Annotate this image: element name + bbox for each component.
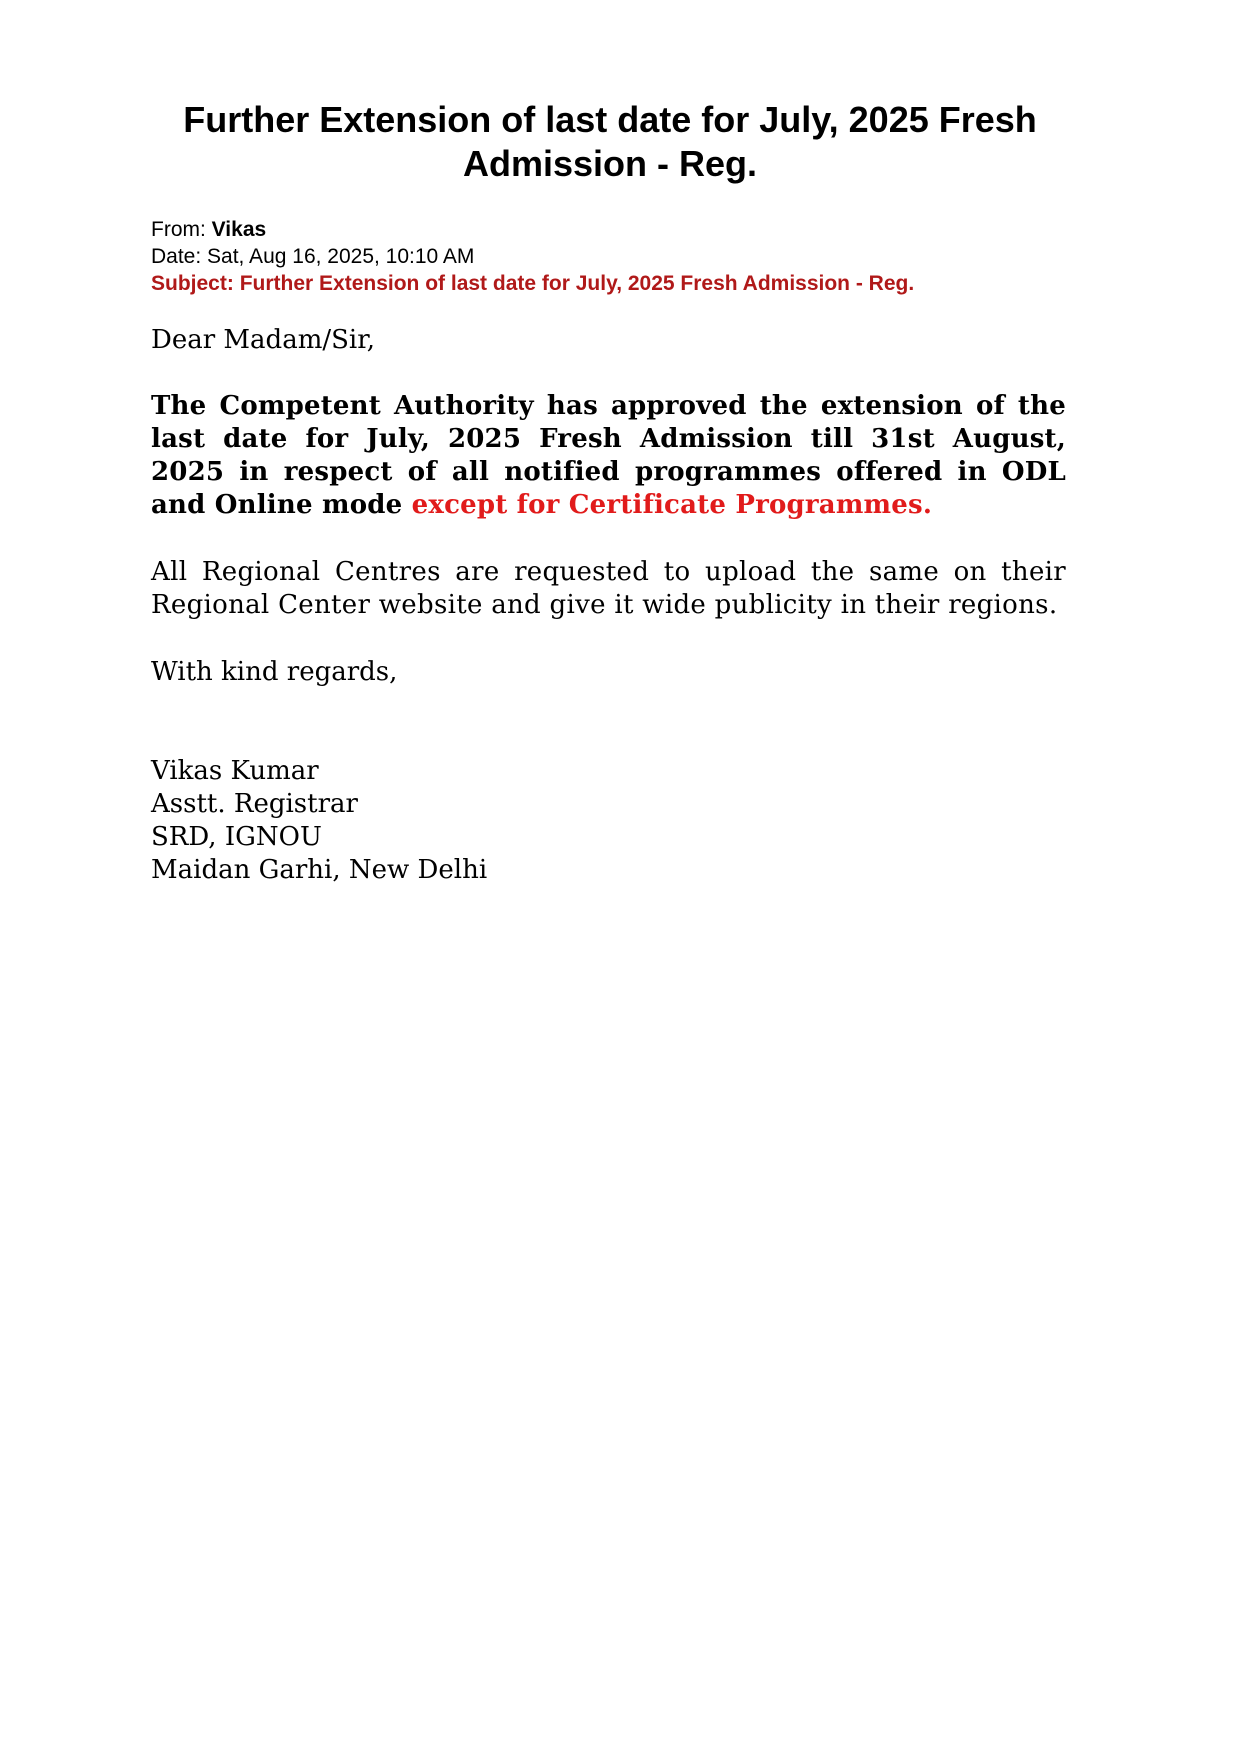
email-subject-line — [151, 270, 1111, 297]
signature-name: Vikas Kumar — [151, 756, 319, 786]
email-date-value: Sat, Aug 16, 2025, 10:10 AM — [207, 245, 475, 268]
email-from-value: Vikas — [211, 218, 267, 241]
email-subject-label: Subject: — [151, 272, 240, 295]
signature-location: Maidan Garhi, New Delhi — [151, 855, 488, 885]
letter-second-paragraph: All Regional Centres are requested to upload the same on their Regional Center website and give it wide publicity in their regions. — [151, 557, 1066, 620]
email-date-label: Date: — [151, 245, 208, 268]
email-from-label: From: — [151, 218, 212, 241]
letter-greeting: Dear Madam/Sir, — [151, 325, 376, 355]
email-header — [151, 216, 1111, 297]
email-date-line — [151, 243, 1111, 270]
letter-main-paragraph — [151, 390, 1066, 522]
main-paragraph-highlight: except for Certificate Programmes. — [411, 490, 933, 520]
email-from-line — [151, 216, 1111, 243]
signature-block — [151, 755, 1066, 887]
signature-designation: Asstt. Registrar — [151, 789, 358, 819]
email-subject-value: Further Extension of last date for July, 2025 Fresh Admission - Reg. — [239, 272, 915, 295]
document-title: Further Extension of last date for July, 2025 Fresh Admission - Reg. — [183, 99, 1037, 184]
letter-closing: With kind regards, — [151, 657, 398, 687]
main-paragraph-text: The Competent Authority has approved the extension of the last date for July, 2025 Fresh Admission till 31st August, 2025 in respect of all notified programmes offered in ODL and Online mode — [151, 391, 1066, 520]
signature-department: SRD, IGNOU — [151, 822, 322, 852]
